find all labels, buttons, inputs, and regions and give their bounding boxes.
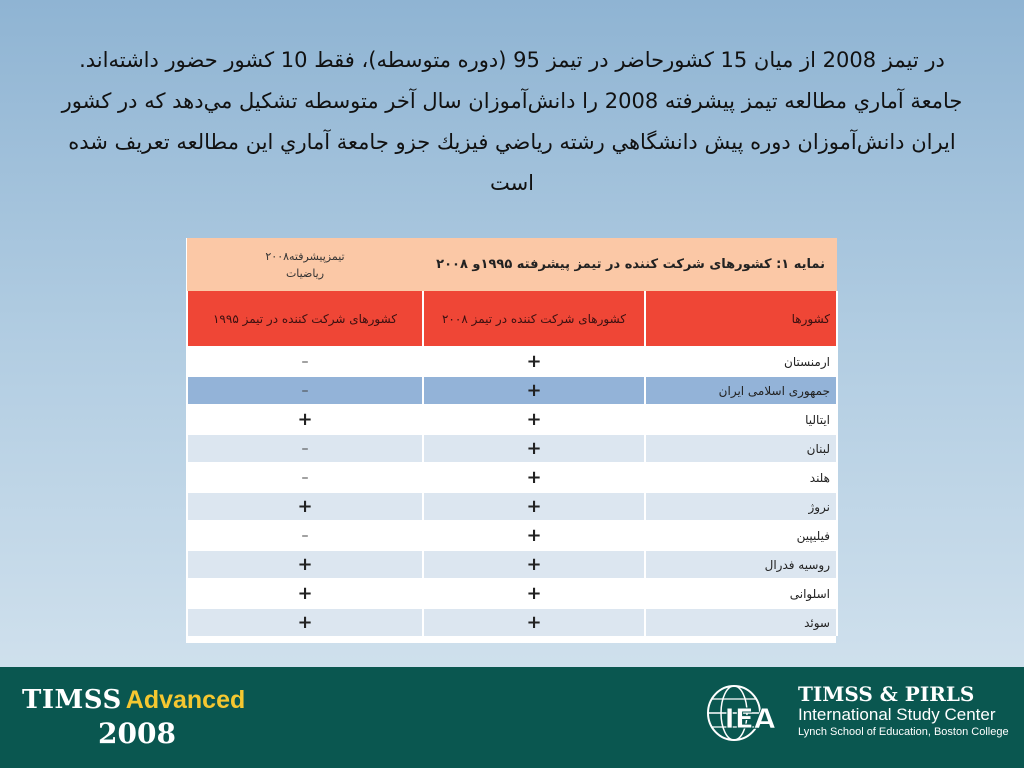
brand-advanced-text: Advanced: [125, 686, 246, 714]
header-countries: کشورها: [645, 291, 837, 347]
table-row: [187, 405, 837, 434]
table-row: [187, 608, 837, 636]
iea-globe-logo: [706, 682, 790, 744]
timss-1995-cell: [187, 347, 423, 376]
timss-1995-cell: [187, 550, 423, 579]
participation-mark: +: [297, 612, 313, 633]
timss-2008-cell: [423, 492, 645, 521]
table-row: [187, 376, 837, 405]
country-cell: ایتالیا: [645, 405, 837, 434]
participation-mark: +: [526, 554, 542, 575]
timss-2008-cell: [423, 463, 645, 492]
isc-brand: [798, 683, 1009, 740]
participation-mark: +: [297, 554, 313, 575]
timss-1995-cell: [187, 579, 423, 608]
timss-2008-cell: [423, 434, 645, 463]
participation-mark: –: [301, 440, 309, 457]
slide-body-text: در تیمز 2008 از میان 15 کشورحاضر در تیمز 95 (دوره متوسطه)، فقط 10 کشور حضور داشته‌اند. جامعة آماري مطالعه تیمز پیشرفته 2008 را دانش‌آموزان سال آخر متوسطه تشکیل مي‌دهد که در کشور ایران دانش‌آموزان دوره پیش دانشگاهي رشته رياضي فيزيك جزو جامعة آماري اين مطالعه تعريف شده است: [61, 48, 963, 195]
participation-mark: +: [526, 467, 542, 488]
participation-table: [186, 238, 836, 643]
participation-mark: +: [297, 583, 313, 604]
table-row: [187, 521, 837, 550]
table-row: [187, 463, 837, 492]
timss-2008-cell: [423, 405, 645, 434]
country-cell: فیلیپین: [645, 521, 837, 550]
country-cell: نروژ: [645, 492, 837, 521]
isc-subtitle: International Study Center: [798, 705, 996, 724]
timss-2008-cell: [423, 608, 645, 636]
timss-1995-cell: [187, 492, 423, 521]
caption-series-line1: تیمزپیشرفته۲۰۰۸: [265, 249, 345, 263]
table-caption-series: [187, 238, 423, 291]
table-row: [187, 434, 837, 463]
participation-mark: +: [526, 351, 542, 372]
participation-mark: +: [526, 583, 542, 604]
header-timss-1995: کشورهای شرکت کننده در تیمز ۱۹۹۵: [187, 291, 423, 347]
isc-title: TIMSS & PIRLS: [798, 682, 975, 706]
participation-mark: +: [526, 380, 542, 401]
isc-subtitle2: Lynch School of Education, Boston College: [798, 726, 1009, 738]
header-timss-2008: کشورهای شرکت کننده در تیمز ۲۰۰۸: [423, 291, 645, 347]
table-body: [187, 347, 837, 636]
timss-1995-cell: [187, 434, 423, 463]
table-header-row: [187, 291, 837, 347]
participation-mark: +: [526, 409, 542, 430]
countries-table: [186, 238, 838, 636]
timss-1995-cell: [187, 405, 423, 434]
country-cell: جمهوری اسلامی ایران: [645, 376, 837, 405]
participation-mark: +: [526, 438, 542, 459]
participation-mark: +: [526, 496, 542, 517]
country-cell: روسیه فدرال: [645, 550, 837, 579]
timss-advanced-logo: [22, 685, 246, 750]
table-row: [187, 550, 837, 579]
participation-mark: +: [297, 496, 313, 517]
timss-2008-cell: [423, 347, 645, 376]
table-row: [187, 492, 837, 521]
caption-series-line2: ریاضیات: [285, 266, 325, 280]
timss-2008-cell: [423, 376, 645, 405]
country-cell: اسلوانی: [645, 579, 837, 608]
timss-1995-cell: [187, 463, 423, 492]
country-cell: لبنان: [645, 434, 837, 463]
iea-logo-text: IEA: [724, 702, 776, 735]
footer-bar: [0, 667, 1024, 768]
timss-1995-cell: [187, 608, 423, 636]
timss-1995-cell: [187, 376, 423, 405]
participation-mark: –: [301, 382, 309, 399]
table-caption-row: [187, 238, 837, 291]
participation-mark: –: [301, 469, 309, 486]
table-caption-title: نمایه ۱: کشورهای شرکت کننده در تیمز پیشرفته ۱۹۹۵و ۲۰۰۸: [423, 238, 837, 291]
table-row: [187, 347, 837, 376]
country-cell: سوئد: [645, 608, 837, 636]
timss-1995-cell: [187, 521, 423, 550]
timss-2008-cell: [423, 521, 645, 550]
brand-year-text: 2008: [98, 717, 176, 750]
timss-2008-cell: [423, 579, 645, 608]
participation-mark: +: [297, 409, 313, 430]
participation-mark: –: [301, 527, 309, 544]
country-cell: ارمنستان: [645, 347, 837, 376]
participation-mark: +: [526, 525, 542, 546]
timss-2008-cell: [423, 550, 645, 579]
participation-mark: –: [301, 353, 309, 370]
country-cell: هلند: [645, 463, 837, 492]
table-row: [187, 579, 837, 608]
brand-timss-text: TIMSS: [22, 685, 122, 715]
participation-mark: +: [526, 612, 542, 633]
